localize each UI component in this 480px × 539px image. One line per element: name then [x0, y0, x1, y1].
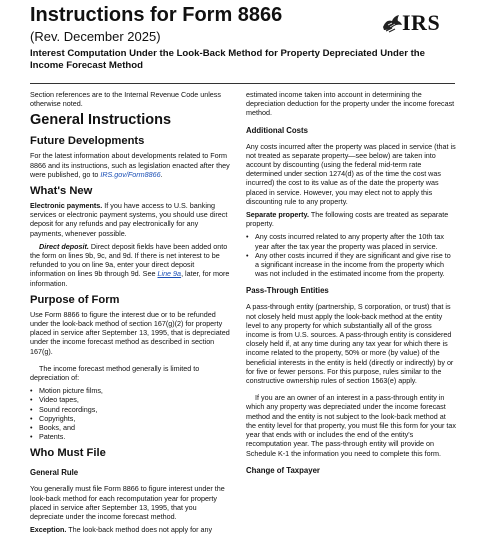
intro-text: Section references are to the Internal Revenue Code unless otherwise noted.	[30, 90, 221, 109]
exception-label: Exception.	[30, 525, 67, 535]
list-item: • Any other costs incurred if they are significant and give rise to a significant increase in the income from the property which was not included in the estimated income from the property.	[246, 251, 456, 279]
page-title: Instructions for Form 8866	[30, 4, 283, 26]
electronic-payments-paragraph	[30, 201, 230, 238]
revision-date: (Rev. December 2025)	[30, 29, 161, 44]
direct-deposit-end: , later, for more information.	[30, 269, 230, 288]
pass-through-text: A pass-through entity (partnership, S corporation, or trust) that is not closely held must apply the look-back method at the entity level to any property for which substantially all of the gross income is from U.S. sources. A pass-through entity is considered closely held if, at any time during any tax year for which there is income related to the property, 50% or more (by value) of the beneficial interests in the entity is held (directly or indirectly) by or for five or fewer persons. For this purpose, rules similar to the constructive ownership rules of section 1563(e) apply.	[246, 302, 454, 386]
additional-costs-text: Any costs incurred after the property was placed in service (that is not treated as separate property—see below) are taken into account by discounting (using the federal mid-term rate determined under section 1274(d) as of the time the cost was incurred) the cost to its value as of the date the property was placed in service. However, you may elect not to apply this discounting rule to any property.	[246, 141, 456, 206]
left-column	[30, 90, 230, 539]
purpose-of-form-heading: Purpose of Form	[30, 293, 120, 306]
purpose-text: Use Form 8866 to figure the interest due or to be refunded under the look-back method of section 167(g)(2) for property placed in service after September 13, 1995, that is depreciated under the income forecast method as described in section 167(g).	[30, 309, 230, 356]
list-item: • Patents.	[30, 432, 230, 441]
electronic-payments-label: Electronic payments.	[30, 201, 103, 211]
income-forecast-intro: The income forecast method generally is limited to depreciation of:	[30, 363, 200, 383]
list-item: • Sound recordings,	[30, 405, 230, 414]
form-8866-link[interactable]: IRS.gov/Form8866	[100, 169, 161, 179]
direct-deposit-text: Direct deposit fields have been added onto the form on lines 9b, 9c, and 9d. If there is net interest to be refunded to you on line 9a, enter your direct deposit information on lines 9b through 9d. See	[30, 241, 228, 279]
line-9a-link[interactable]: Line 9a	[157, 269, 182, 279]
future-developments-end: .	[160, 169, 163, 179]
whats-new-heading: What's New	[30, 185, 93, 198]
change-of-taxpayer-heading: Change of Taxpayer	[246, 465, 320, 475]
separate-property-list	[246, 232, 456, 278]
separate-property-label: Separate property.	[246, 210, 309, 220]
list-item: • Motion picture films,	[30, 386, 230, 395]
general-instructions-heading: General Instructions	[30, 112, 172, 129]
irs-logo-text: IRS	[402, 10, 441, 35]
income-forecast-list	[30, 386, 230, 441]
list-item: • Any costs incurred related to any property after the 10th tax year after the tax year the property was placed in service.	[246, 232, 456, 250]
exception-text: The look-back method does not apply for any	[66, 525, 213, 535]
exception-paragraph	[30, 525, 230, 534]
pass-through-entities-heading: Pass-Through Entities	[246, 286, 329, 296]
general-rule-heading: General Rule	[30, 468, 79, 478]
header-divider	[30, 83, 455, 84]
form-subtitle: Interest Computation Under the Look-Back Method for Property Depreciated Under the Income Forecast Method	[30, 48, 425, 71]
irs-eagle-icon	[380, 12, 404, 36]
irs-logo	[380, 12, 460, 36]
separate-property-text: The following costs are treated as separate property.	[246, 210, 449, 229]
who-must-file-heading: Who Must File	[30, 447, 106, 460]
future-developments-text	[30, 151, 230, 179]
owner-interest-text: If you are an owner of an interest in a pass-through entity in which any property was depreciated under the income forecast method and the entity is not subject to the look-back method at the entity level for that property, you must file this form for your tax year that ends with or includes the end of the entity's recomputation year. The pass-through entity will provide on Schedule K-1 the information you need to complete this form.	[246, 393, 456, 458]
future-developments-body: For the latest information about developments related to Form 8866 and its instructions, such as legislation enacted after they were published, go to	[30, 151, 230, 179]
list-item: • Copyrights,	[30, 414, 230, 423]
continued-text: estimated income taken into account in determining the depreciation deduction for the property under the income forecast method.	[246, 90, 455, 118]
future-developments-heading: Future Developments	[30, 135, 145, 148]
list-item: • Books, and	[30, 423, 230, 432]
right-column	[246, 90, 456, 482]
electronic-payments-text: If you have access to U.S. banking services or electronic payment systems, you should use direct deposit for any refunds and pay electronically for any payments, whenever possible.	[30, 201, 228, 238]
additional-costs-heading: Additional Costs	[246, 125, 308, 135]
general-rule-text: You generally must file Form 8866 to figure interest under the look-back method for each recomputation year for property placed in service after September 13, 1995, that you depreciate under the income forecast method.	[30, 484, 225, 522]
direct-deposit-paragraph	[30, 242, 230, 288]
list-item: • Video tapes,	[30, 395, 230, 404]
direct-deposit-label: Direct deposit.	[39, 241, 89, 251]
separate-property-paragraph	[246, 210, 456, 228]
